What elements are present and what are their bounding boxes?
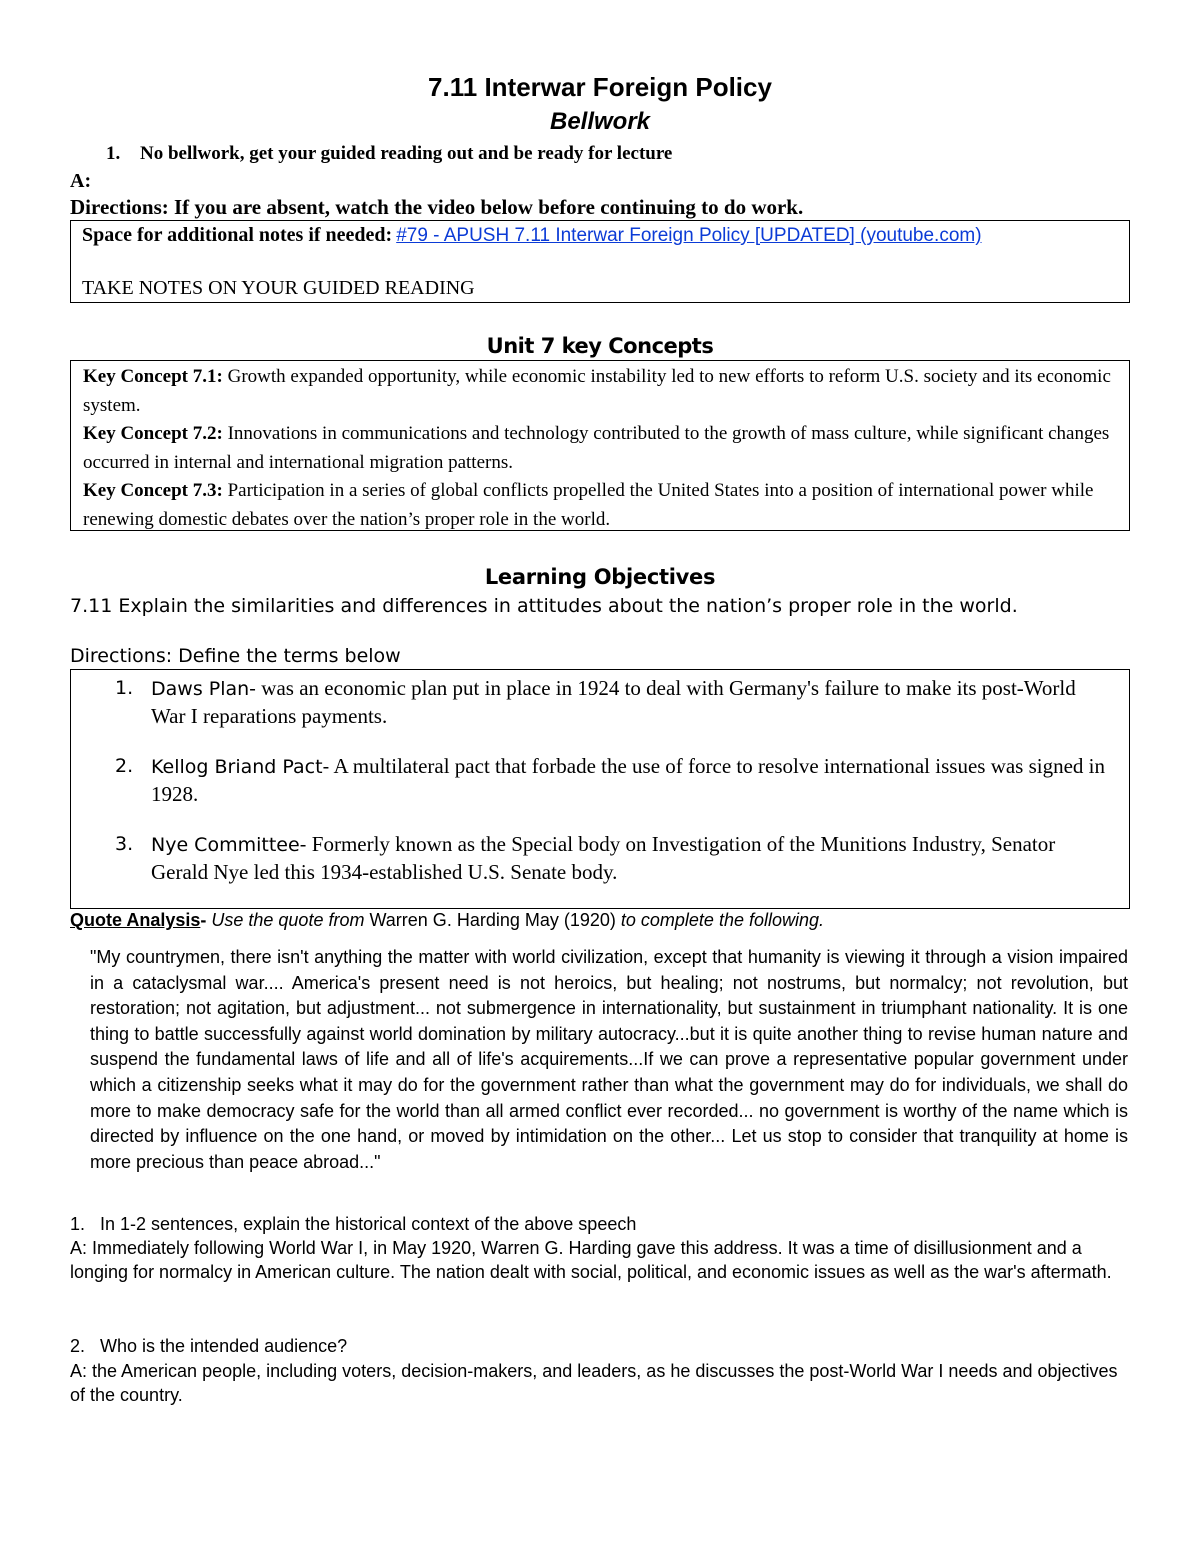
notes-label: Space for additional notes if needed: <box>82 224 393 246</box>
bellwork-directions: Directions: If you are absent, watch the video below before continuing to do work. <box>70 195 804 219</box>
key-concept-7-2: Key Concept 7.2: Innovations in communications and technology contributed to the growth of mass culture, while significant changes occurred in internal and international migration patterns. <box>83 423 1110 473</box>
term-definition: was an economic plan put in place in 1924 to deal with Germany's failure to make its post-World War I reparations payments. <box>151 676 1076 728</box>
key-concepts-box <box>70 360 1130 531</box>
learning-objectives-heading: Learning Objectives <box>484 565 716 589</box>
harding-quote: "My countrymen, there isn't anything the matter with world civilization, except that humanity is viewing it through a vision impaired in a cataclysmal war.... America's present need is not heroics, but healing; not nostrums, but normalcy; not revolution, but restoration; not agitation, but adjustment... not submergence in internationality, but sustainment in triumphant nationality. It is one thing to battle successfully against world domination by military autocracy...but it is quite another thing to revise human nature and suspend the fundamental laws of life and all of life's acquirements...If we can prove a representative popular government under which a citizenship seeks what it may do for the government rather than what the government may do for individuals, we shall do more to make democracy safe for the world than all armed conflict ever recorded... no government is worthy of the name which is directed by influence on the one hand, or moved by intimidation on the other... Let us stop to consider that tranquility at home is more precious than peace abroad..." <box>90 947 1128 1172</box>
bellwork-answer-label: A: <box>70 170 92 192</box>
key-concept-7-3: Key Concept 7.3: Participation in a series of global conflicts propelled the United States into a position of international power while renewing domestic debates over the nation’s proper role in the world. <box>83 480 1094 530</box>
answer-1: A: Immediately following World War I, in May 1920, Warren G. Harding gave this address. It was a time of disillusionment and a longing for normalcy in American culture. The nation dealt with social, political, and economic issues as well as the war's aftermath. <box>70 1238 1112 1282</box>
question-2: 2. Who is the intended audience? <box>70 1336 348 1356</box>
video-link[interactable]: #79 - APUSH 7.11 Interwar Foreign Policy [UPDATED] (youtube.com) <box>396 225 982 246</box>
page-title: 7.11 Interwar Foreign Policy <box>428 72 772 102</box>
key-concepts-heading: Unit 7 key Concepts <box>486 334 714 358</box>
terms-directions: Directions: Define the terms below <box>70 645 401 667</box>
answer-2: A: the American people, including voters, decision-makers, and leaders, as he discusses the post-World War I needs and objectives of the country. <box>70 1361 1118 1405</box>
term-definition: Formerly known as the Special body on Investigation of the Munitions Industry, Senator Gerald Nye led this 1934-established U.S. Senate body. <box>151 832 1056 884</box>
quote-analysis-intro: Quote Analysis- Use the quote from Warren G. Harding May (1920) to complete the following. <box>70 910 825 930</box>
term-label: Kellog Briand Pact- <box>151 756 330 778</box>
term-label: Daws Plan- <box>151 678 257 700</box>
page-subtitle: Bellwork <box>549 108 651 135</box>
quote-analysis-label: Quote Analysis <box>70 910 201 930</box>
key-concept-7-1: Key Concept 7.1: Growth expanded opportunity, while economic instability led to new efforts to reform U.S. society and its economic system. <box>83 366 1111 416</box>
quote-speaker: Warren G. Harding May (1920) <box>369 910 616 930</box>
term-label: Nye Committee- <box>151 834 307 856</box>
term-definition: A multilateral pact that forbade the use of force to resolve international issues was signed in 1928. <box>151 754 1106 806</box>
terms-box: 1. Daws Plan- was an economic plan put in place in 1924 to deal with Germany's failure to make its post-World War I reparations payments. 2. Kellog Briand Pact- A multilateral pact that forbade the use of force to resolve international issues was signed in 1928. 3. Nye Committee- Formerly known as the Special body on Investigation of the Munitions Industry, Senator Gerald Nye led this 1934-established U.S. Senate body. <box>70 669 1130 909</box>
learning-objective-text: 7.11 Explain the similarities and differences in attitudes about the nation’s proper role in the world. <box>70 595 1018 617</box>
notes-instruction: TAKE NOTES ON YOUR GUIDED READING <box>82 277 475 299</box>
bellwork-item-number: 1. <box>106 143 121 164</box>
question-1: 1. In 1-2 sentences, explain the historical context of the above speech <box>70 1214 637 1234</box>
notes-box <box>70 220 1130 303</box>
bellwork-item-text: No bellwork, get your guided reading out and be ready for lecture <box>140 143 673 164</box>
